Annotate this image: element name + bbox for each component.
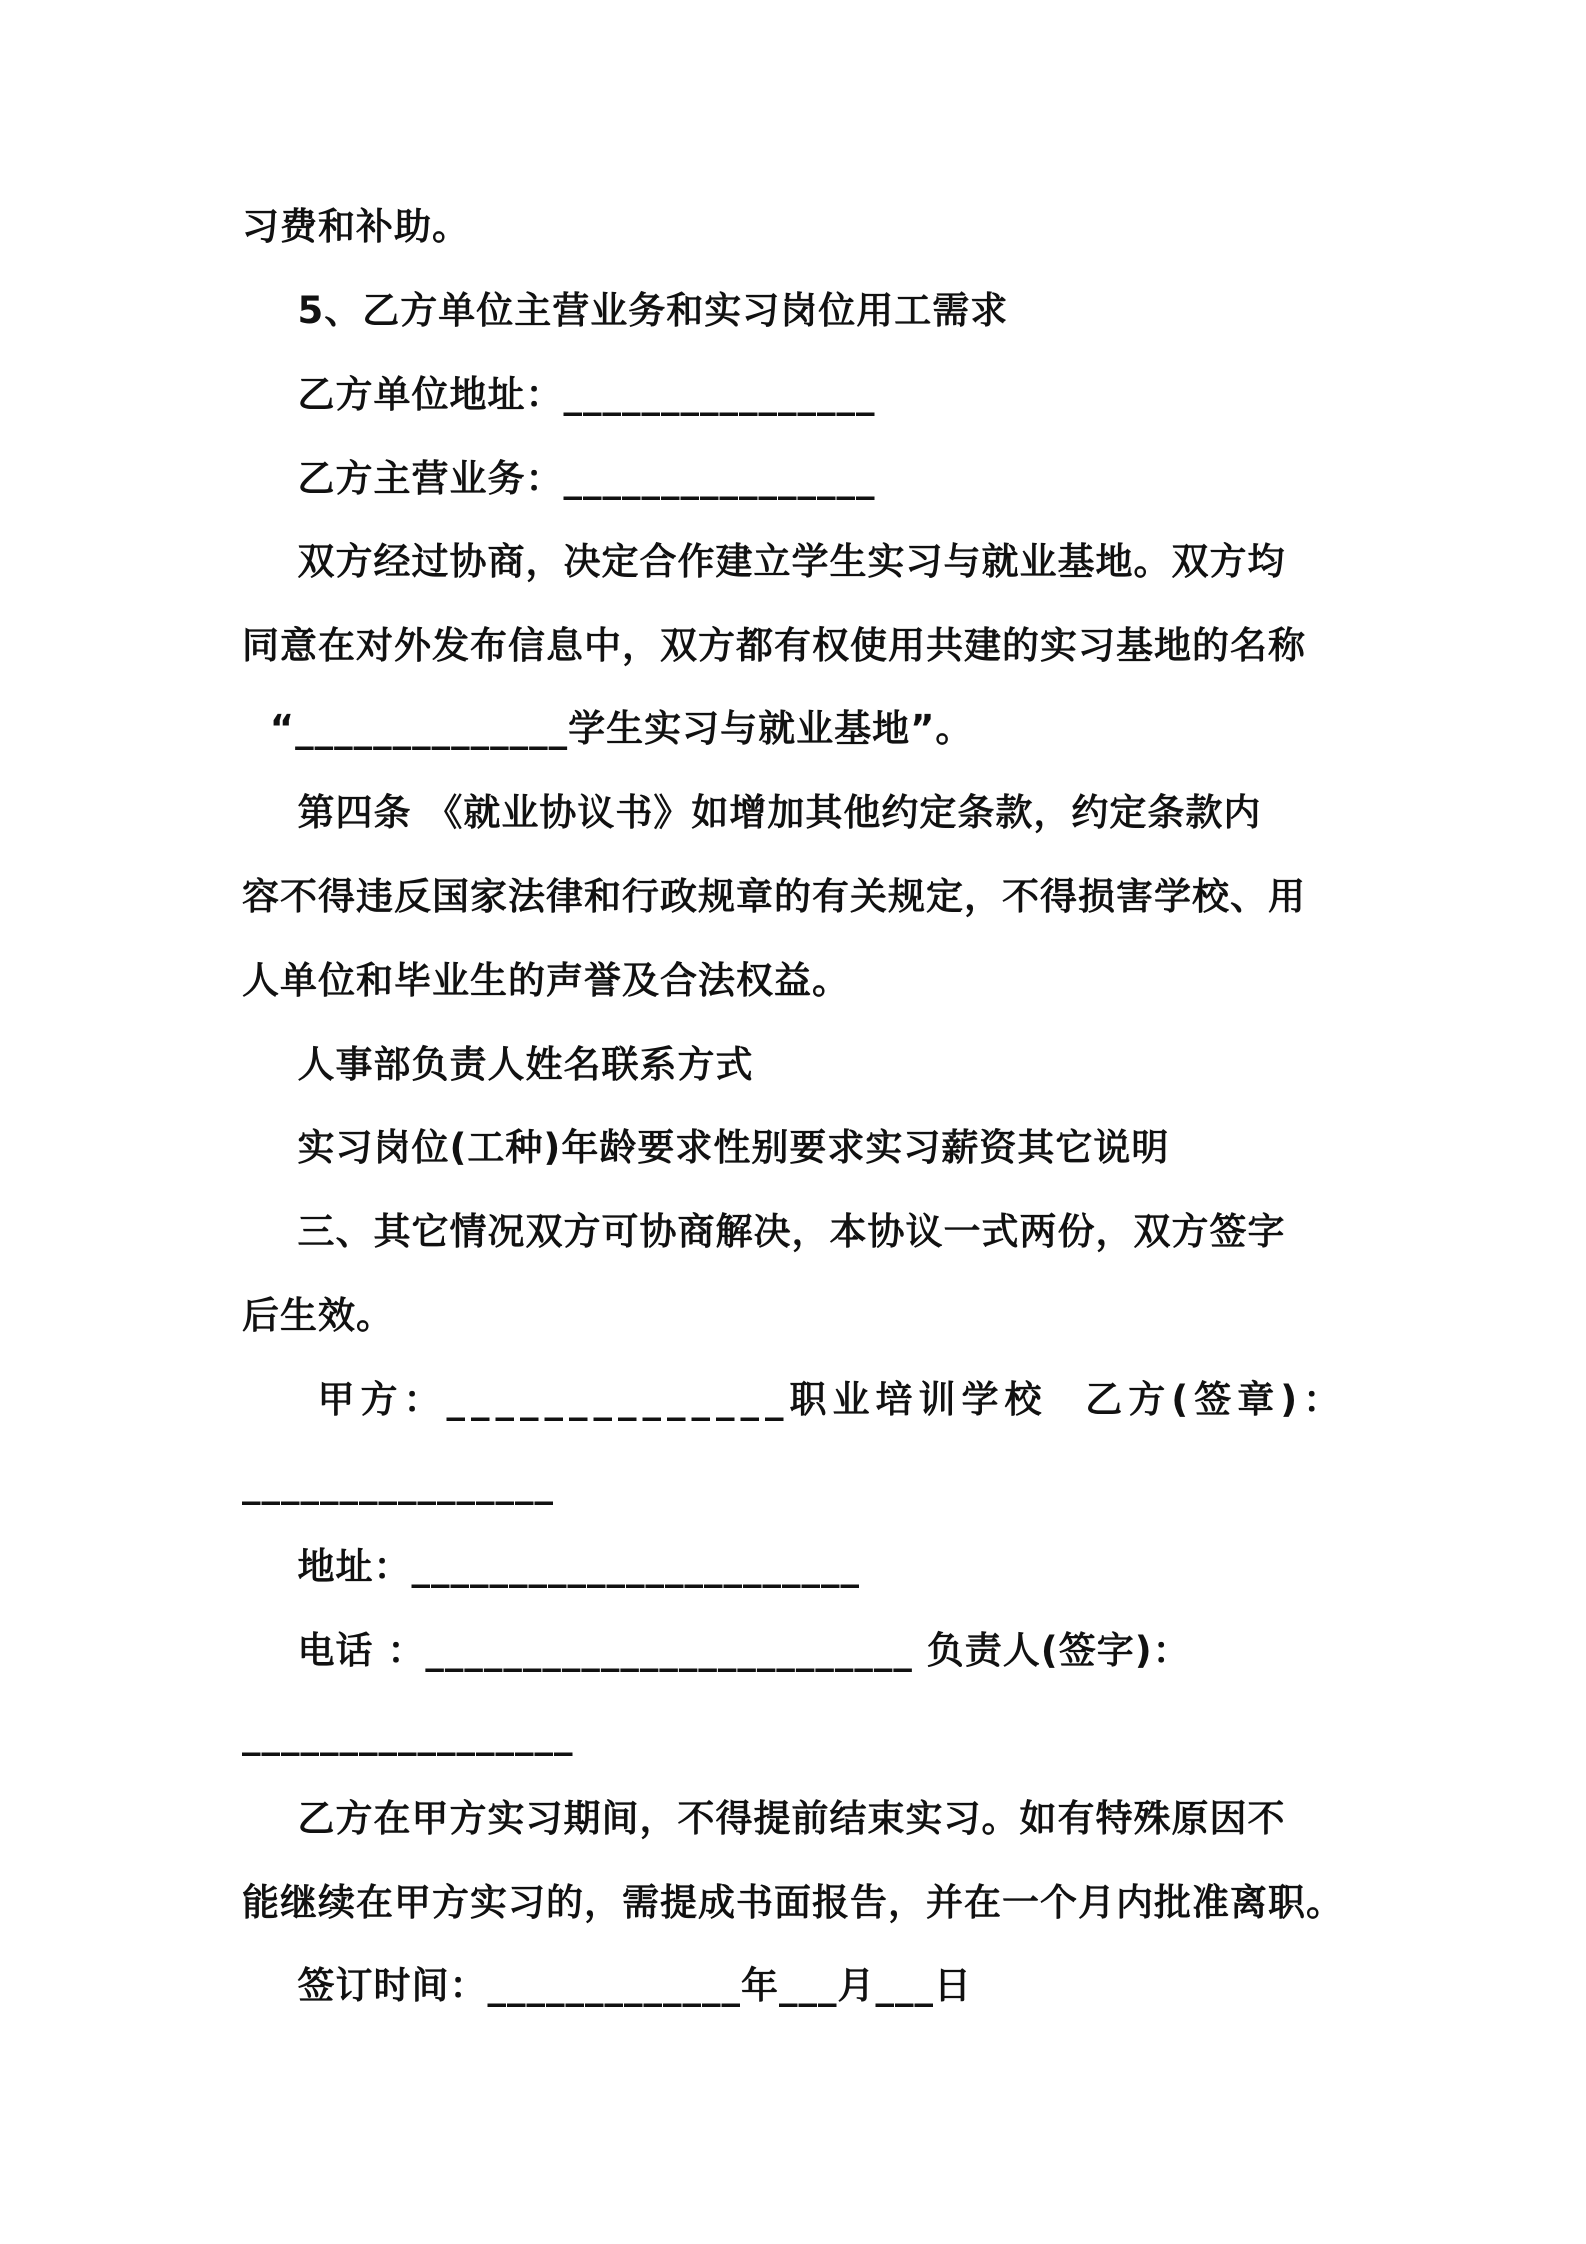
article-four-line: 第四条 《就业协议书》如增加其他约定条款，约定条款内 [242,791,1262,834]
text-line: 实习岗位(工种)年龄要求性别要求实习薪资其它说明 [242,1126,1170,1169]
text-line: 双方经过协商，决定合作建立学生实习与就业基地。双方均 [242,540,1286,583]
party-a-signature-line: 甲方：______________职业培训学校 乙方(签章)： [242,1378,1347,1421]
address-line: 地址：_______________________ [242,1545,861,1588]
business-field-line: 乙方主营业务：________________ [242,457,876,500]
text-line: 乙方在甲方实习期间，不得提前结束实习。如有特殊原因不 [242,1797,1286,1840]
text-line: 同意在对外发布信息中，双方都有权使用共建的实习基地的名称 [242,624,1306,667]
phone-line: 电话 ：_________________________ 负责人(签字)： [242,1629,1191,1672]
text-line: 容不得违反国家法律和行政规章的有关规定，不得损害学校、用 [242,875,1306,918]
text-line: 习费和补助。 [242,205,470,248]
text-line: 能继续在甲方实习的，需提成书面报告，并在一个月内批准离职。 [242,1881,1344,1924]
base-name-line: “______________学生实习与就业基地”。 [242,707,974,750]
text-line: 三、其它情况双方可协商解决，本协议一式两份，双方签字 [242,1210,1286,1253]
blank-line: ________________ [242,1462,554,1505]
signing-date-line: 签订时间：_____________年___月___日 [242,1964,973,2007]
blank-line: _________________ [242,1713,574,1756]
text-line: 后生效。 [242,1294,394,1337]
text-line: 人单位和毕业生的声誉及合法权益。 [242,959,850,1002]
address-field-line: 乙方单位地址：________________ [242,373,876,416]
text-line: 人事部负责人姓名联系方式 [242,1043,754,1086]
section-heading: 5、乙方单位主营业务和实习岗位用工需求 [242,289,1009,332]
